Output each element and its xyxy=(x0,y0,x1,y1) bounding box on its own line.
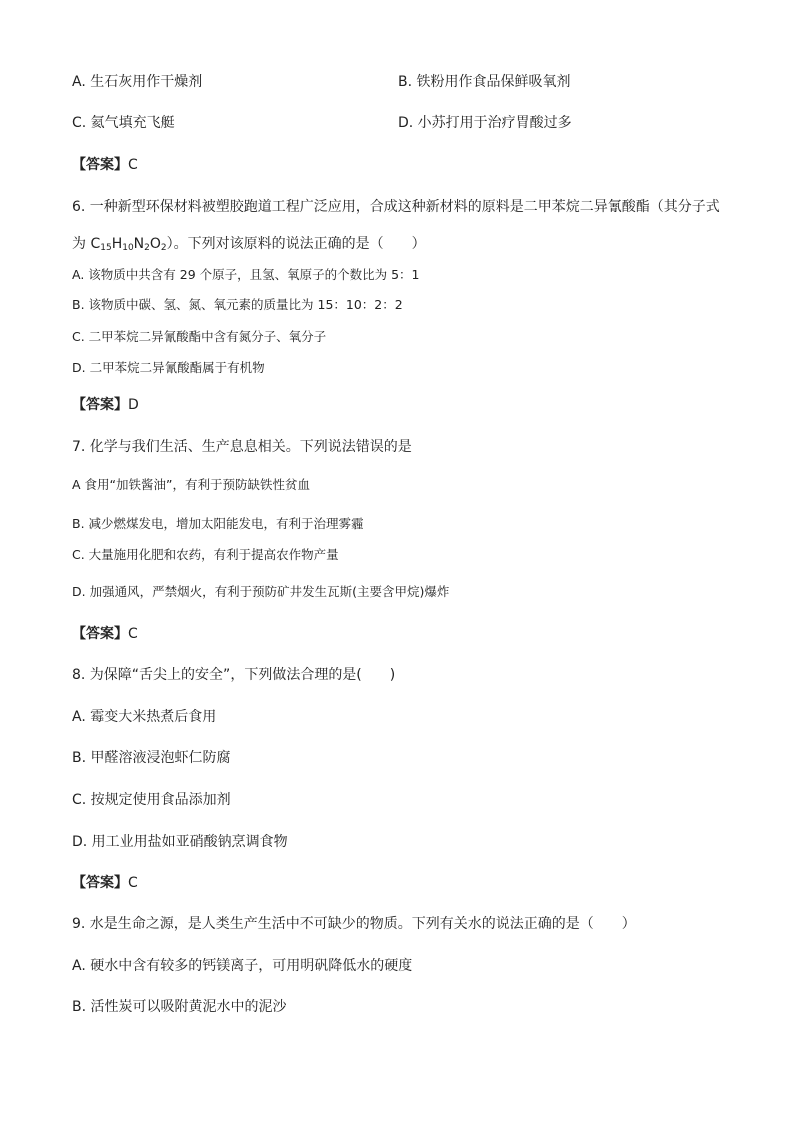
q7-stem: 7. 化学与我们生活、生产息息相关。下列说法错误的是 xyxy=(72,439,412,455)
formula-element: H xyxy=(111,236,123,252)
answer-label: 【答案】 xyxy=(72,875,128,891)
q7-option-c: C. 大量施用化肥和农药，有利于提高农作物产量 xyxy=(72,547,339,562)
q7-option-a: A 食用“加铁酱油”，有利于预防缺铁性贫血 xyxy=(72,477,310,492)
formula-sub: 10 xyxy=(122,243,134,253)
q8-option-b: B. 甲醛溶液浸泡虾仁防腐 xyxy=(72,750,231,766)
q8-option-a: A. 霉变大米热煮后食用 xyxy=(72,709,217,725)
answer-label: 【答案】 xyxy=(72,626,128,642)
q6-option-a: A. 该物质中共含有 29 个原子，且氢、氧原子的个数比为 5：1 xyxy=(72,267,420,282)
q9-stem: 9. 水是生命之源，是人类生产生活中不可缺少的物质。下列有关水的说法正确的是（ ） xyxy=(72,916,636,932)
q5-option-d: D. 小苏打用于治疗胃酸过多 xyxy=(398,115,572,131)
q5-option-c: C. 氦气填充飞艇 xyxy=(72,115,175,131)
answer-value: C xyxy=(128,626,138,642)
q7-answer xyxy=(72,624,138,644)
formula-element: N xyxy=(133,236,145,252)
q8-stem: 8. 为保障“舌尖上的安全”，下列做法合理的是( ) xyxy=(72,667,396,683)
formula-sub: 15 xyxy=(100,243,112,253)
q5-option-a: A. 生石灰用作干燥剂 xyxy=(72,74,203,90)
answer-label: 【答案】 xyxy=(72,157,128,173)
formula-sub: 2 xyxy=(144,243,150,253)
q8-answer xyxy=(72,873,138,893)
answer-value: C xyxy=(128,875,138,891)
q8-option-c: C. 按规定使用食品添加剂 xyxy=(72,792,231,808)
q6-option-c: C. 二甲苯烷二异氰酸酯中含有氮分子、氧分子 xyxy=(72,329,327,344)
q5-answer xyxy=(72,155,138,175)
q9-option-a: A. 硬水中含有较多的钙镁离子，可用明矾降低水的硬度 xyxy=(72,958,413,974)
answer-value: D xyxy=(128,397,139,413)
q6-line2-prefix: 为 C xyxy=(72,236,101,252)
formula-sub: 2 xyxy=(160,243,167,253)
q7-option-d: D. 加强通风，严禁烟火，有利于预防矿井发生瓦斯(主要含甲烷)爆炸 xyxy=(72,584,450,599)
q9-option-b: B. 活性炭可以吸附黄泥水中的泥沙 xyxy=(72,999,287,1015)
q6-stem-line2 xyxy=(72,234,426,254)
q7-option-b: B. 减少燃煤发电，增加太阳能发电，有利于治理雾霾 xyxy=(72,516,364,531)
q6-option-d: D. 二甲苯烷二异氰酸酯属于有机物 xyxy=(72,360,265,375)
q5-option-b: B. 铁粉用作食品保鲜吸氧剂 xyxy=(398,74,571,90)
q6-answer xyxy=(72,395,139,415)
q8-option-d: D. 用工业用盐如亚硝酸钠烹调食物 xyxy=(72,834,288,850)
answer-label: 【答案】 xyxy=(72,397,128,413)
q6-stem-line1: 6. 一种新型环保材料被塑胶跑道工程广泛应用，合成这种新材料的原料是二甲苯烷二异氰酸酯（其分子式 xyxy=(72,199,720,215)
answer-value: C xyxy=(128,157,138,173)
q6-option-b: B. 该物质中碳、氢、氮、氧元素的质量比为 15：10：2：2 xyxy=(72,297,403,312)
q6-line2-suffix: ）。下列对该原料的说法正确的是（ ） xyxy=(166,236,426,252)
formula-element: O xyxy=(149,236,161,252)
